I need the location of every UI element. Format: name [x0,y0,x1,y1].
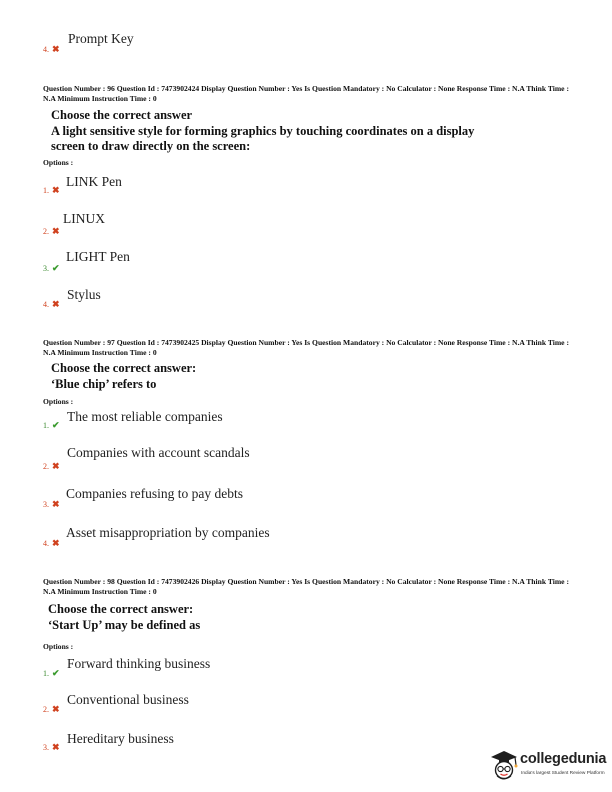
question-heading: Choose the correct answer: [48,602,194,616]
option-text: Forward thinking business [67,656,211,671]
option-text: Companies refusing to pay debts [66,486,243,501]
question-heading: Choose the correct answer [51,108,193,122]
question-text-line: ‘Start Up’ may be defined as [48,618,201,632]
wrong-mark-icon: ✖ [52,461,60,471]
option-text: Stylus [67,287,101,302]
option-text: The most reliable companies [67,409,223,424]
wrong-mark-icon: ✖ [52,538,60,548]
options-label: Options : [43,642,74,651]
option-number: 1. ✖ [43,185,60,195]
wrong-mark-icon: ✖ [52,299,60,309]
option-number-label: 4. [43,45,49,54]
option-number: 2. ✖ [43,704,60,714]
question-meta: Question Number : 97 Question Id : 7473902425 Display Question Number : Yes Is Question Mandatory : No Calculator : None Response Time : N.A Think Time : N.A Minimum Instruction Time : 0 [43,338,569,357]
wrong-mark-icon: ✖ [52,226,60,236]
question-text-line: ‘Blue chip’ refers to [51,377,157,391]
option-text: Conventional business [67,692,189,707]
option-number: 3. ✔ [43,263,60,273]
option-number: 4. ✖ [43,538,60,548]
logo-wordmark: collegedunia [520,751,607,767]
option-number: 2. ✖ [43,226,60,236]
question-text-line: screen to draw directly on the screen: [51,139,251,153]
option-text: Asset misappropriation by companies [66,525,270,540]
wrong-mark-icon: ✖ [52,44,60,54]
option-number: 1. ✔ [43,420,60,430]
option-text: Hereditary business [67,731,174,746]
question-heading: Choose the correct answer: [51,361,197,375]
wrong-mark-icon: ✖ [52,185,60,195]
check-mark-icon: ✔ [52,668,60,678]
check-mark-icon: ✔ [52,263,60,273]
wrong-mark-icon: ✖ [52,499,60,509]
options-label: Options : [43,158,74,167]
collegedunia-logo [488,748,610,786]
option-number [43,44,60,55]
option-number: 3. ✖ [43,499,60,509]
logo-tagline: India's largest Student Review Platform [521,771,605,776]
option-text: Companies with account scandals [67,445,250,460]
check-mark-icon: ✔ [52,420,60,430]
options-label: Options : [43,397,74,406]
graduate-mascot-icon [488,748,520,784]
option-number: 4. ✖ [43,299,60,309]
option-text: LINUX [63,211,105,226]
question-meta: Question Number : 98 Question Id : 7473902426 Display Question Number : Yes Is Question Mandatory : No Calculator : None Response Time : N.A Think Time : N.A Minimum Instruction Time : 0 [43,577,569,596]
option-text: Prompt Key [68,31,134,46]
option-number: 2. ✖ [43,461,60,471]
option-text: LIGHT Pen [66,249,130,264]
option-text: LINK Pen [66,174,122,189]
question-meta: Question Number : 96 Question Id : 7473902424 Display Question Number : Yes Is Question Mandatory : No Calculator : None Response Time : N.A Think Time : N.A Minimum Instruction Time : 0 [43,84,569,103]
question-text-line: A light sensitive style for forming graphics by touching coordinates on a display [51,124,475,138]
wrong-mark-icon: ✖ [52,704,60,714]
wrong-mark-icon: ✖ [52,742,60,752]
option-number: 1. ✔ [43,668,60,678]
option-number: 3. ✖ [43,742,60,752]
